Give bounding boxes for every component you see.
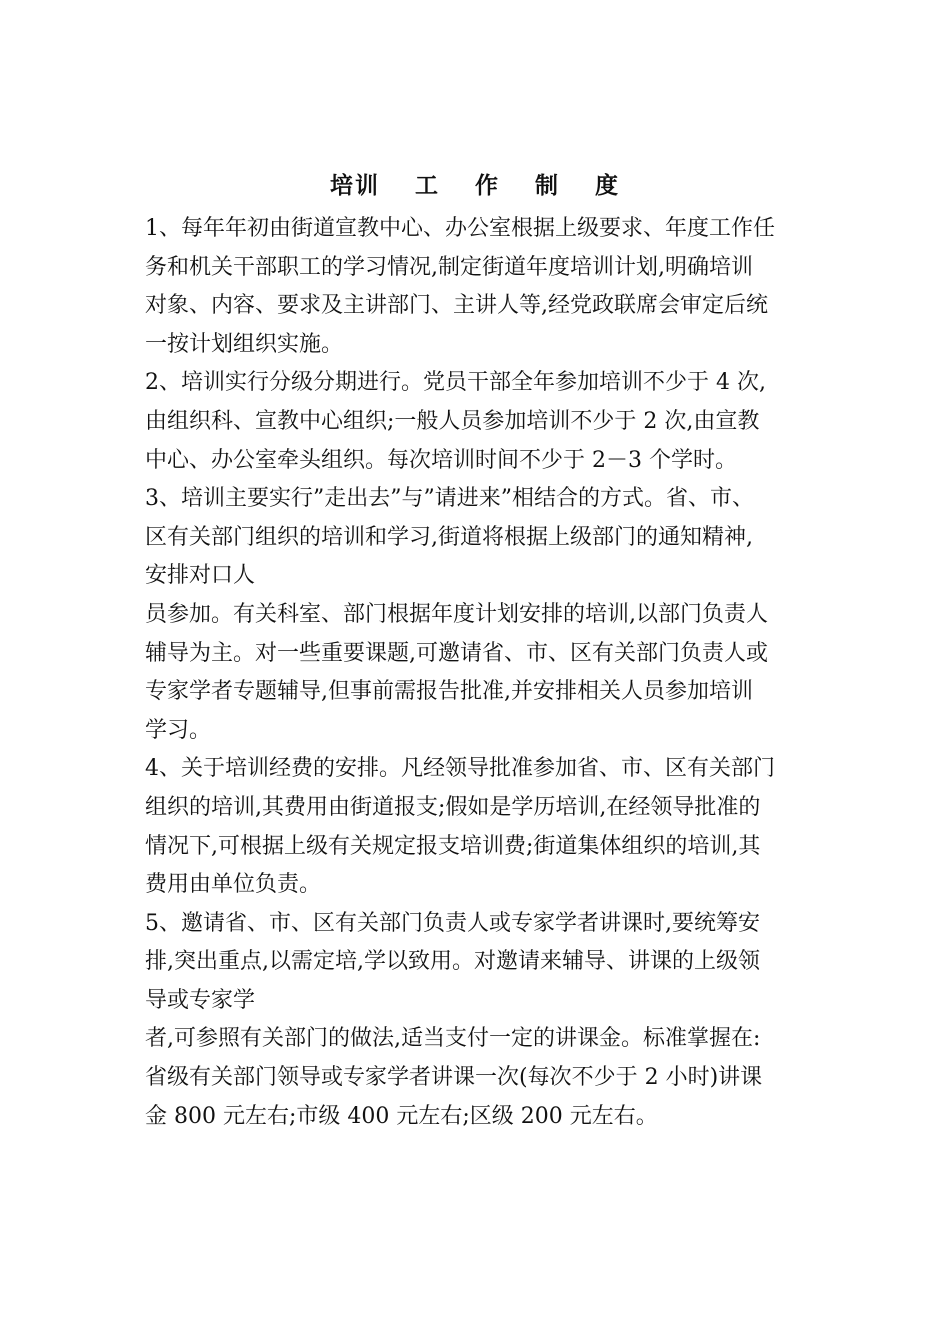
text-line: 省级有关部门领导或专家学者讲课一次(每次不少于 2 小时)讲课 [145,1065,763,1091]
text-line: 排,突出重点,以需定培,学以致用。对邀请来辅导、讲课的上级领 [145,949,760,975]
text-line: 专家学者专题辅导,但事前需报告批准,并安排相关人员参加培训 [145,679,753,705]
text-line: 4、关于培训经费的安排。凡经领导批准参加省、市、区有关部门 [145,756,775,782]
text-line: 者,可参照有关部门的做法,适当支付一定的讲课金。标准掌握在: [145,1026,761,1052]
text-line: 情况下,可根据上级有关规定报支培训费;街道集体组织的培训,其 [145,833,761,859]
text-line: 中心、办公室牵头组织。每次培训时间不少于 2－3 个学时。 [145,447,737,473]
text-line: 安排对口人 [145,563,256,589]
document-body [145,210,845,1136]
text-line: 组织的培训,其费用由街道报支;假如是学历培训,在经领导批准的 [145,794,761,820]
text-line: 导或专家学 [145,987,256,1013]
text-line: 3、培训主要实行”走出去”与”请进来”相结合的方式。省、市、 [145,486,754,512]
text-line: 金 800 元左右;市级 400 元左右;区级 200 元左右。 [145,1103,658,1129]
text-line: 1、每年年初由街道宣教中心、办公室根据上级要求、年度工作任 [145,216,775,241]
text-line: 一按计划组织实施。 [145,331,344,357]
text-line: 学习。 [145,717,212,743]
text-line: 对象、内容、要求及主讲部门、主讲人等,经党政联席会审定后统 [145,293,768,319]
text-line: 费用由单位负责。 [145,872,322,898]
text-line: 员参加。有关科室、部门根据年度计划安排的培训,以部门负责人 [145,601,768,627]
text-line: 由组织科、宣教中心组织;一般人员参加培训不少于 2 次,由宣教 [145,408,760,434]
text-line: 5、邀请省、市、区有关部门负责人或专家学者讲课时,要统筹安 [145,910,760,936]
text-line: 区有关部门组织的培训和学习,街道将根据上级部门的通知精神, [145,524,753,550]
text-line: 务和机关干部职工的学习情况,制定街道年度培训计划,明确培训 [145,254,753,280]
document-title: 培训 工 作 制 度 [329,172,621,199]
text-line: 辅导为主。对一些重要课题,可邀请省、市、区有关部门负责人或 [145,640,768,666]
text-line: 2、培训实行分级分期进行。党员干部全年参加培训不少于 4 次, [145,370,766,396]
